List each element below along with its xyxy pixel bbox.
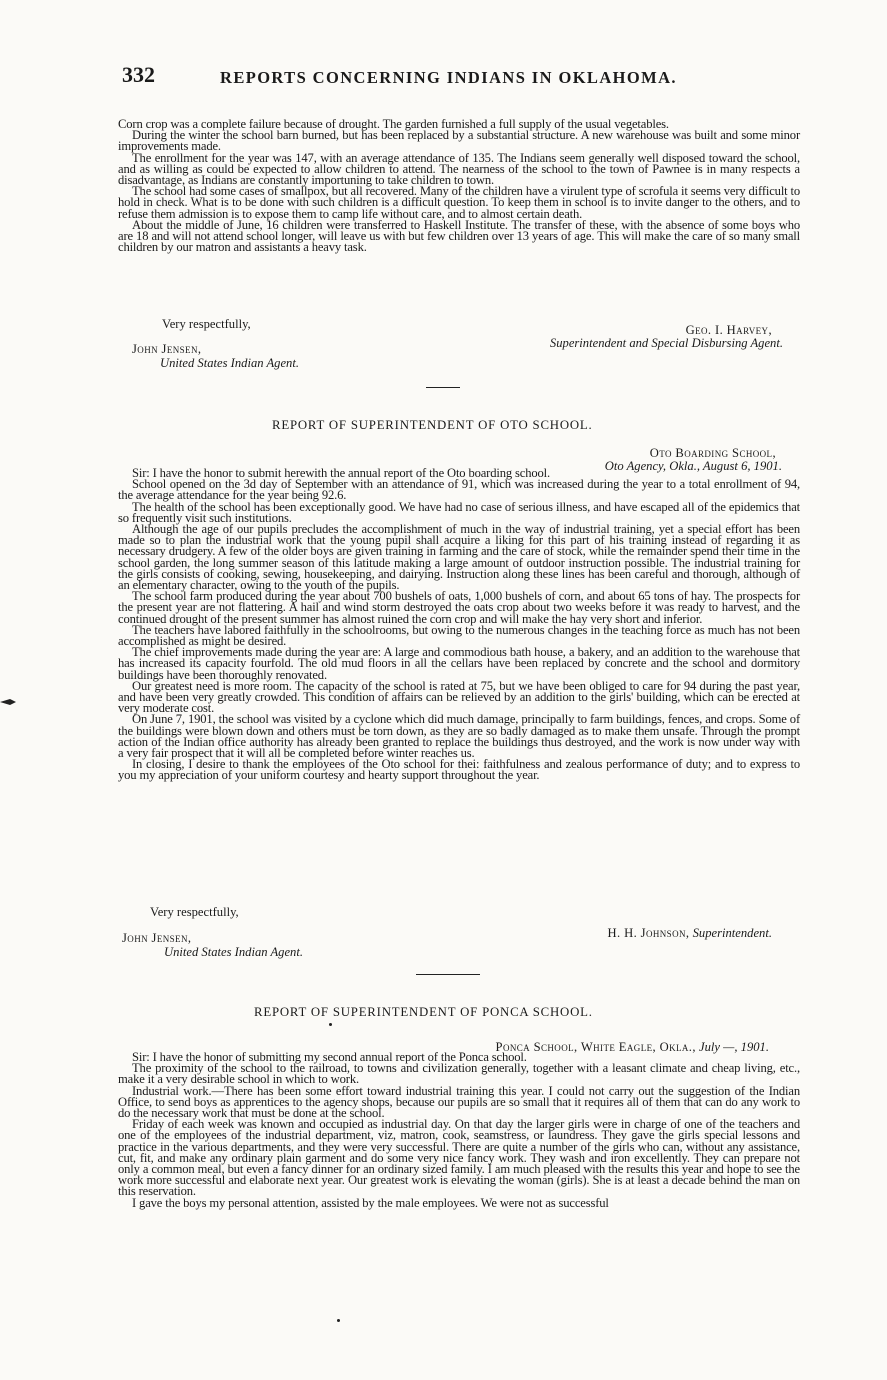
oto-signer-title: Superintendent. [692, 926, 772, 940]
oto-paragraph-9: On June 7, 1901, the school was visited by a cyclone which did much damage, principally to farm buildings, fences, and crops. Some of the buildings were blown down and others must be torn down, as they are so badly damaged as to make them unsafe. Through the prompt action of the Indian office authority has already been granted to replace the buildings thus destroyed, and the work is now under way with a very fair prospect that it will all be completed before winter reaches us. [118, 712, 800, 761]
oto-paragraph-8: Our greatest need is more room. The capacity of the school is rated at 75, but we have been obliged to care for 94 during the past year, and have been very greatly crowded. This condition of affairs can be relieved by an addition to the girls' building, which can be erected at very moderate cost. [118, 678, 800, 716]
ponca-paragraph-1: Sir: I have the honor of submitting my second annual report of the Ponca school. [132, 1050, 527, 1064]
oto-closing: Very respectfully, [150, 905, 239, 919]
page-number: 332 [122, 62, 155, 87]
oto-signature [608, 926, 773, 941]
ponca-paragraph-5: I gave the boys my personal attention, assisted by the male employees. We were not as successful [132, 1195, 609, 1210]
print-speck [329, 1023, 332, 1026]
harvey-paragraph-1: Corn crop was a complete failure because of drought. The garden furnished a full supply of the usual vegetables. [118, 117, 669, 131]
ponca-section-title: REPORT OF SUPERINTENDENT OF PONCA SCHOOL. [254, 1005, 593, 1019]
harvey-agent-title: United States Indian Agent. [160, 356, 299, 370]
ponca-paragraph-3: Industrial work.—There has been some effort toward industrial training this year. I could not carry out the suggestion of the Indian Office, to send boys as apprentices to the agency shops, because our pupils are so small that it requires all of them that can do any work to do the necessary work that must be done at the school. [118, 1083, 800, 1121]
harvey-paragraph-5: About the middle of June, 16 children were transferred to Haskell Institute. The transfer of these, with the absence of some boys who are 18 and will not attend school longer, will leave us with but few children over 13 years of age. This will make the care of so many small children by our matron and assistants a heavy task. [118, 217, 800, 255]
oto-paragraph-5: The school farm produced during the year about 700 bushels of oats, 1,000 bushels of corn, and about 65 tons of hay. The prospects for the present year are not flattering. A hail and wind storm destroyed the oats crop about two weeks before it was ready to harvest, and the continued drought of the present summer has almost ruined the corn crop and will make the hay very short and inferior. [118, 589, 800, 626]
harvey-signer-name: Geo. I. Harvey, [685, 323, 772, 337]
ponca-date: July —, 1901. [699, 1040, 769, 1054]
oto-signer-name: H. H. Johnson, [607, 926, 690, 940]
oto-paragraph-2: School opened on the 3d day of September with an attendance of 91, which was increased during the year to a total enrollment of 94, the average attendance for the year being 92.6. [118, 477, 800, 503]
oto-paragraph-7: The chief improvements made during the year are: A large and commodious bath house, a bakery, and an addition to the warehouse that has increased its capacity fourfold. The old mud floors in all the cellars have been replaced by concrete and the school and dormitory buildings have been thoroughly renovated. [118, 645, 800, 682]
oto-place: Oto Boarding School, [649, 446, 776, 460]
harvey-report-body [118, 119, 800, 253]
oto-section-title: REPORT OF SUPERINTENDENT OF OTO SCHOOL. [272, 418, 593, 432]
oto-report-body [118, 468, 800, 782]
oto-paragraph-3: The health of the school has been exceptionally good. We have had no case of serious illness, and have escaped all of the epidemics that so frequently visit such institutions. [118, 499, 800, 525]
harvey-closing: Very respectfully, [162, 317, 251, 331]
harvey-paragraph-4: The school had some cases of smallpox, but all recovered. Many of the children have a virulent type of scrofula it seems very difficult to hold in check. What is to be done with such children is a difficult question. To keep them in school is to invite danger to the others, and to refuse them admission is to expose them to camp life without care, and to almost certain death. [118, 184, 801, 221]
oto-paragraph-4: Although the age of our pupils precludes the accomplishment of much in the way of industrial training, yet a special effort has been made so to plan the industrial work that the young pupil shall acquire a liking for this part of his training instead of regarding it as necessary drudgery. A few of the older boys are given training in farming and the care of stock, while the remainder spend their time in the school garden, the long summer season of this latitude making a large amount of outdoor instruction possible. The industrial training for the girls consists of cooking, sewing, housekeeping, and dairying. Instruction along these lines has been careful and thorough, although of an elementary character, owing to the youth of the pupils. [118, 522, 800, 593]
oto-paragraph-10: In closing, I desire to thank the employees of the Oto school for thei: faithfulness and zealous performance of duty; and to express to you my appreciation of your uniform courtesy and hearty support throughout the year. [118, 757, 800, 783]
oto-paragraph-6: The teachers have labored faithfully in the schoolrooms, but owing to the numerous changes in the teaching force as much has not been accomplished as might be desired. [118, 622, 800, 649]
print-speck-2 [337, 1319, 340, 1322]
section-divider-2 [416, 974, 480, 975]
harvey-agent-name: John Jensen, [132, 342, 202, 356]
ponca-report-body [118, 1052, 800, 1209]
harvey-paragraph-3: The enrollment for the year was 147, with an average attendance of 135. The Indians seem generally well disposed toward the school, and as willing as could be expected to allow children to attend. The nearness of the school to the town of Pawnee is in many respects a disadvantage, as Indians are constantly importuning to take children to town. [118, 150, 800, 188]
oto-paragraph-1: Sir: I have the honor to submit herewith the annual report of the Oto boarding school. [132, 466, 550, 480]
oto-agent-name: John Jensen, [122, 931, 192, 945]
ponca-paragraph-2: The proximity of the school to the railroad, to towns and civilization generally, together with a leasant climate and cheap living, etc., make it a very desirable school in which to work. [118, 1061, 800, 1087]
section-divider [426, 387, 460, 388]
margin-arrow-icon [0, 698, 16, 706]
ponca-paragraph-4: Friday of each week was known and occupied as industrial day. On that day the larger girls were in charge of one of the teachers and one of the employees of the industrial department, viz, matron, cook, seamstress, or laundress. They gave the girls special lessons and practice in the various departments, and they were very successful. There are quite a number of the girls who can, without any assistance, cut, fit, and make any ordinary plain garment and do some very nice fancy work. They wash and iron excellently. They can prepare not only a common meal, but even a fancy dinner for an ordinary sized family. I am much pleased with the results this year and hope to see the work more successful and elaborate next year. Our greatest work is elevating the woman (girls). She is at least a decade behind the man on this reservation. [118, 1117, 800, 1199]
oto-date: Oto Agency, Okla., August 6, 1901. [604, 459, 782, 473]
page-header [122, 62, 802, 92]
running-title: REPORTS CONCERNING INDIANS IN OKLAHOMA. [220, 68, 677, 87]
harvey-signer-title: Superintendent and Special Disbursing Agent. [549, 336, 783, 350]
harvey-paragraph-2: During the winter the school barn burned, but has been replaced by a substantial structure. A new warehouse was built and some minor improvements made. [118, 128, 800, 154]
oto-agent-title: United States Indian Agent. [164, 945, 303, 959]
ponca-place: Ponca School, White Eagle, Okla., [495, 1040, 696, 1054]
